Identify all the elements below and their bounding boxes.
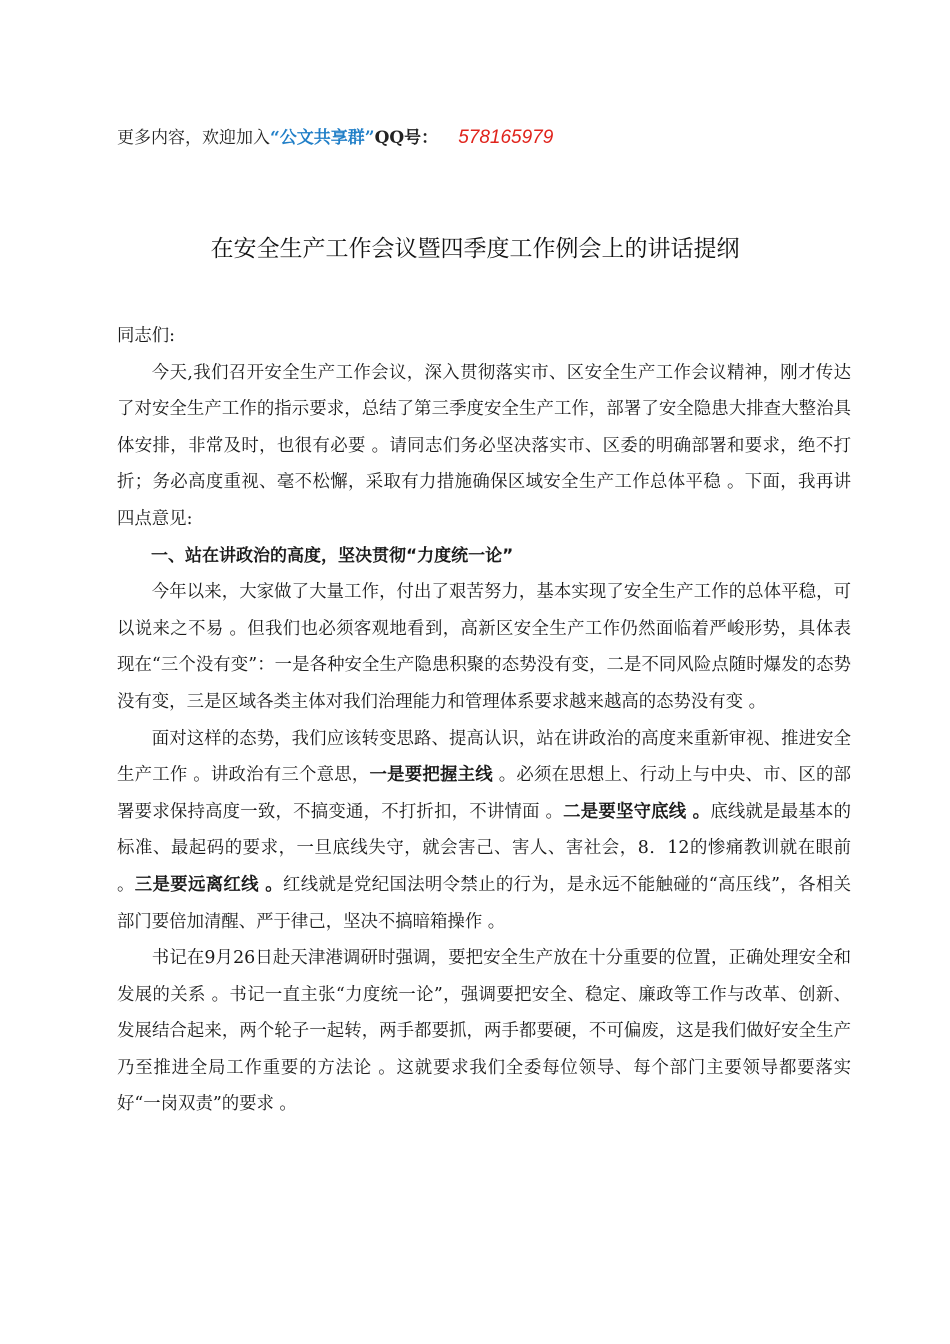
promo-line (117, 126, 553, 150)
promo-qq-label: QQ号： (374, 128, 439, 148)
bold-point-1: 一是要把握主线 (369, 765, 493, 786)
paragraph-secretary: 书记在9月26日赴天津港调研时强调，要把安全生产放在十分重要的位置，正确处理安全和发展的关系 。书记一直主张“力度统一论”，强调要把安全、稳定、廉政等工作与改革、创新、发展结合起来，两个轮子一起转，两手都要抓，两手都要硬，不可偏废，这是我们做好安全生产乃至推进全局工作重要的方法论 。这就要求我们全委每位领导、每个部门主要领导都要落实好“一岗双责”的要求 。 (117, 948, 851, 1115)
text-run: 红线就是党纪国法明令禁止的行为，是永远不能触碰的“高压线”，各相关部门要倍加清醒、严于律己，坚决不搞暗箱操作 。 (117, 874, 851, 932)
text-run: 面对这样的态势，我们应该转变思路、提高认识，站在讲政治的高度来重新审视、推进安全生产工作 。讲政治有三个意思， (117, 728, 851, 786)
document-body (117, 318, 851, 1123)
promo-qq-number: 578165979 (458, 127, 554, 148)
text-run: 。必须在思想上、行动上与中央、市、区的部署要求保持高度一致，不搞变通，不打折扣，不讲情面 。 (117, 765, 851, 822)
bold-point-2: 二是要坚守底线 。 (563, 801, 711, 822)
paragraph-politics (117, 721, 851, 941)
promo-prefix: 更多内容，欢迎加入 (117, 128, 270, 148)
paragraph-situation: 今年以来，大家做了大量工作，付出了艰苦努力，基本实现了安全生产工作的总体平稳，可以说来之不易 。但我们也必须客观地看到，高新区安全生产工作仍然面临着严峻形势，具体表现在“三个没有变”：一是各种安全生产隐患积聚的态势没有变，二是不同风险点随时爆发的态势没有变，三是区域各类主体对我们治理能力和管理体系要求越来越高的态势没有变 。 (117, 582, 851, 712)
text-run: 底线就是最基本的标准、最起码的要求，一旦底线失守，就会害己、害人、害社会，8．12的惨痛教训就在眼前 。 (117, 801, 852, 895)
promo-group-name: “公文共享群” (270, 128, 375, 148)
salutation: 同志们: (117, 326, 176, 346)
paragraph-intro: 今天,我们召开安全生产工作会议，深入贯彻落实市、区安全生产工作会议精神，刚才传达了对安全生产工作的指示要求，总结了第三季度安全生产工作，部署了安全隐患大排查大整治具体安排，非常及时，也很有必要 。请同志们务必坚决落实市、区委的明确部署和要求，绝不打折；务必高度重视、毫不松懈，采取有力措施确保区域安全生产工作总体平稳 。下面，我再讲四点意见: (117, 362, 851, 529)
bold-point-3: 三是要远离红线 。 (134, 874, 284, 895)
document-title: 在安全生产工作会议暨四季度工作例会上的讲话提纲 (210, 236, 740, 262)
section-heading-1: 一、站在讲政治的高度，坚决贯彻“力度统一论” (151, 545, 514, 566)
